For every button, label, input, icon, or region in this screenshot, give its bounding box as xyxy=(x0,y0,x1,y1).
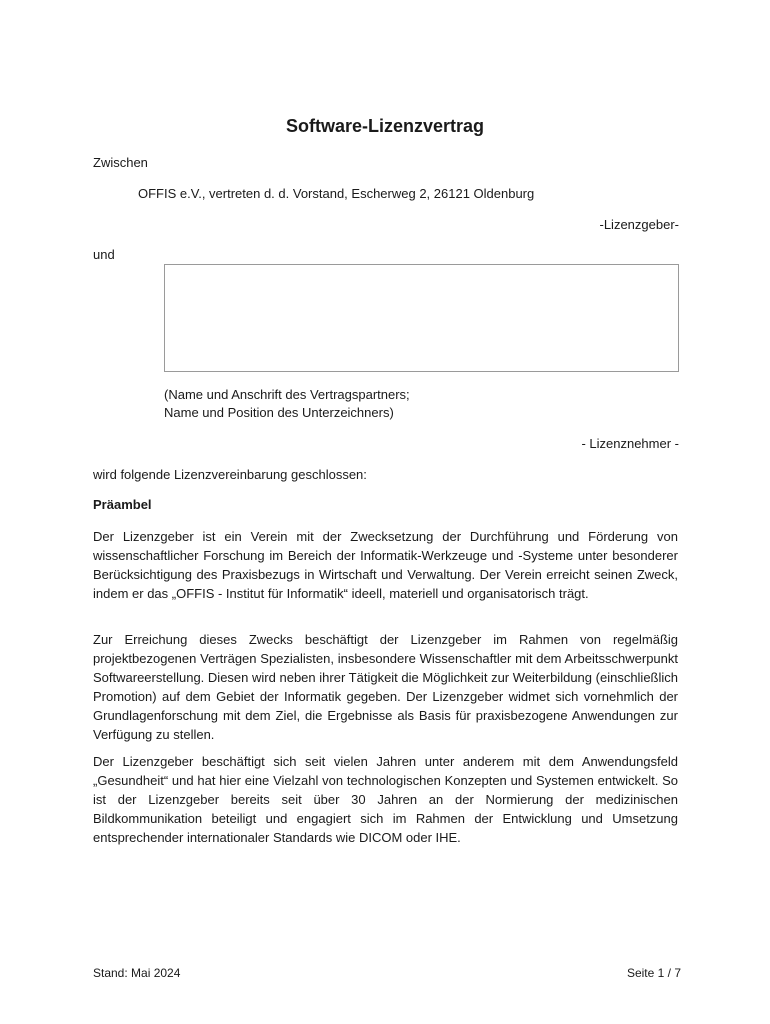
preamble-paragraph-2: Zur Erreichung dieses Zwecks beschäftigt der Lizenzgeber im Rahmen von regelmäßig projektbezogenen Verträgen Spezialisten, insbesondere Wissenschaftler mit dem Arbeitsschwerpunkt Softwareerstellung. Diesen wird neben ihrer Tätigkeit die Möglichkeit zur Weiterbildung (einschließlich Promotion) auf dem Gebiet der Informatik gegeben. Der Lizenzgeber widmet sich vornehmlich der Grundlagenforschung mit dem Ziel, die Ergebnisse als Basis für praxisbezogene Anwendungen zur Verfügung zu stellen. xyxy=(93,632,678,742)
licensor-address: OFFIS e.V., vertreten d. d. Vorstand, Escherweg 2, 26121 Oldenburg xyxy=(138,186,535,201)
agreement-sentence: wird folgende Lizenzvereinbarung geschlossen: xyxy=(93,467,367,482)
licensor-role: -Lizenzgeber- xyxy=(599,217,679,232)
licensee-role: - Lizenznehmer - xyxy=(581,436,679,451)
document-title: Software-Lizenzvertrag xyxy=(285,116,485,136)
licensee-input-box[interactable] xyxy=(164,264,679,372)
licensee-hint-line-1: (Name und Anschrift des Vertragspartners; xyxy=(164,387,410,402)
preamble-paragraph-3: Der Lizenzgeber beschäftigt sich seit vielen Jahren unter anderem mit dem Anwendungsfeld „Gesundheit“ und hat hier eine Vielzahl von technologischen Konzepten und Systemen entwickelt. So ist der Lizenzgeber bereits seit über 30 Jahren an der Normierung der medizinischen Bildkommunikation beteiligt und engagiert sich im Rahmen der Entwicklung und Umsetzung entsprechender internationaler Standards wie DICOM oder IHE. xyxy=(93,754,678,845)
footer-page-number: Seite 1 / 7 xyxy=(626,966,681,980)
between-label: Zwischen xyxy=(93,155,148,170)
preamble-heading: Präambel xyxy=(93,497,152,512)
footer-date: Stand: Mai 2024 xyxy=(93,966,181,980)
preamble-paragraph-1: Der Lizenzgeber ist ein Verein mit der Zwecksetzung der Durchführung und Förderung von wissenschaftlicher Forschung im Bereich der Informatik-Werkzeuge und -Systeme unter besonderer Berücksichtigung des Praxisbezugs in Wirtschaft und Verwaltung. Der Verein erreicht seinen Zweck, indem er das „OFFIS - Institut für Informatik“ ideell, materiell und organisatorisch trägt. xyxy=(93,529,678,601)
and-label: und xyxy=(93,247,115,262)
licensee-hint-line-2: Name und Position des Unterzeichners) xyxy=(164,405,394,420)
